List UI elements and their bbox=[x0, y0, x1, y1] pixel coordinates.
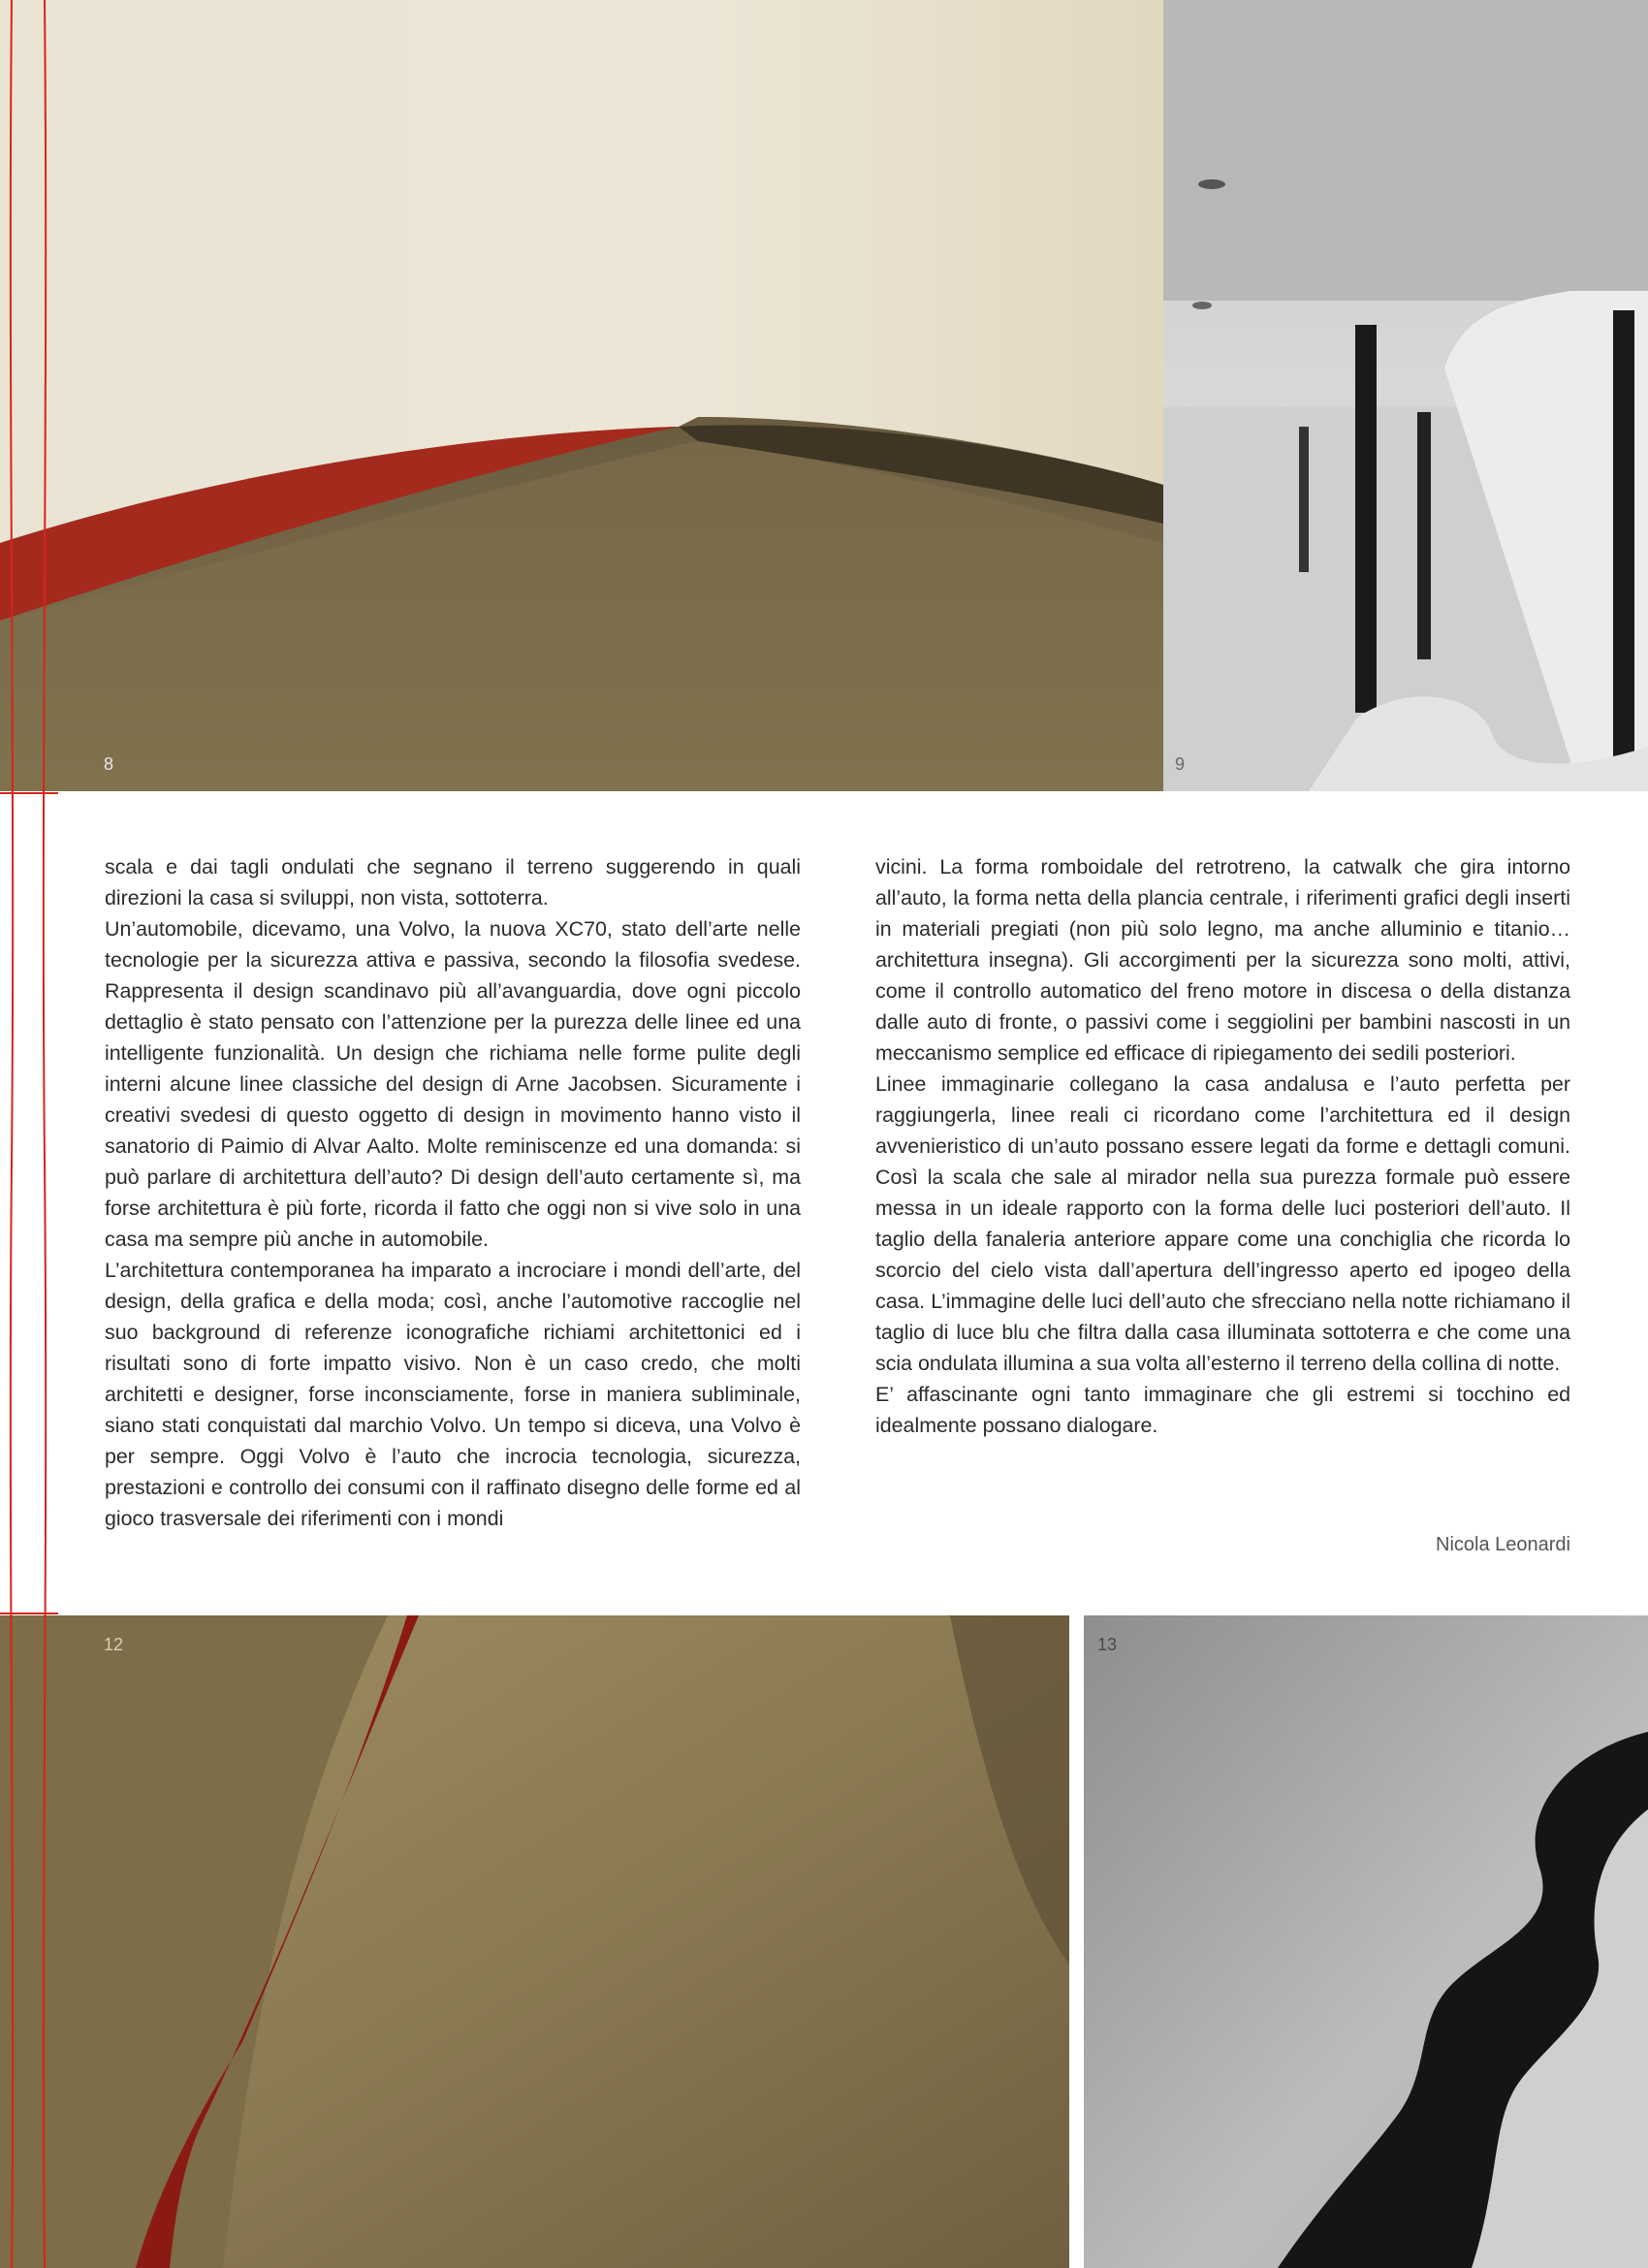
interior-columns-image bbox=[1163, 0, 1648, 791]
figure-13-number: 13 bbox=[1097, 1635, 1118, 1654]
author-signature: Nicola Leonardi bbox=[1436, 1534, 1570, 1555]
article-right-column bbox=[875, 851, 1570, 1441]
figure-13-wavy-wall-photo bbox=[1084, 1615, 1648, 2268]
figure-9-interior-photo bbox=[1163, 0, 1648, 791]
article-body bbox=[0, 791, 1648, 1615]
right-paragraph-1: vicini. La forma romboidale del retrotreno, la catwalk che gira intorno all’auto, la forma netta della plancia centrale, i riferimenti grafici degli inserti in materiali pregiati (non più solo legno, ma anche alluminio e titanio… architettura insegna). Gli accorgimenti per la sicurezza sono molti, attivi, come il controllo automatico del freno motore in discesa o della distanza dalle auto di fronte, o passivi come i seggiolini per bambini nascosti in un meccanismo semplice ed efficace di ripiegamento dei sedili posteriori. bbox=[875, 855, 1570, 1065]
left-paragraph-3: L’architettura contemporanea ha imparato a incrociare i mondi dell’arte, del design, della grafica e della moda; così, anche l’automotive raccoglie nel suo background di referenze iconografiche richiami architettonici ed i risultati sono di forte impatto visivo. Non è un caso credo, che molti architetti e designer, forse inconsciamente, forse in maniera subliminale, siano stati conquistati dal marchio Volvo. Un tempo si diceva, una Volvo è per sempre. Oggi Volvo è l’auto che incrocia tecnologia, sicurezza, prestazioni e controllo dei consumi con il raffinato disegno delle forme ed al gioco trasversale dei riferimenti con i mondi bbox=[105, 1259, 801, 1530]
figure-12-car-detail-photo bbox=[0, 1615, 1069, 2268]
figure-8-car-roof-photo bbox=[0, 0, 1163, 791]
right-paragraph-2: Linee immaginarie collegano la casa andalusa e l’auto perfetta per raggiungerla, linee reali ci ricordano come l’architettura ed il design avvenieristico di un’auto possano essere legati da forme e dettagli comuni. Così la scala che sale al mirador nella sua purezza formale può essere messa in un ideale rapporto con la forma delle luci posteriori dell’auto. Il taglio della fanaleria anteriore appare come una conchiglia che ricorda lo scorcio del cielo vista dall’apertura dell’ingresso aperto ed ipogeo della casa. L’immagine delle luci dell’auto che sfrecciano nella notte richiamano il taglio di luce blu che filtra dalla casa illuminata sottoterra e che come una scia ondulata illumina a sua volta all’esterno il terreno della collina di notte. bbox=[875, 1072, 1570, 1375]
car-detail-image bbox=[0, 1615, 1069, 2268]
figure-12-number: 12 bbox=[104, 1635, 124, 1654]
car-roof-image bbox=[0, 0, 1163, 791]
figure-9-number: 9 bbox=[1175, 754, 1186, 774]
article-left-column bbox=[105, 851, 801, 1534]
figure-8-number: 8 bbox=[104, 754, 114, 774]
right-paragraph-3: E’ affascinante ogni tanto immaginare che gli estremi si tocchino ed idealmente possano dialogare. bbox=[875, 1383, 1570, 1437]
left-paragraph-2: Un’automobile, dicevamo, una Volvo, la nuova XC70, stato dell’arte nelle tecnologie per la sicurezza attiva e passiva, secondo la filosofia svedese. Rappresenta il design scandinavo più all’avanguardia, dove ogni piccolo dettaglio è stato pensato con l’attenzione per la purezza delle linee ed una intelligente funzionalità. Un design che richiama nelle forme pulite degli interni alcune linee classiche del design di Arne Jacobsen. Sicuramente i creativi svedesi di questo oggetto di design in movimento hanno visto il sanatorio di Paimio di Alvar Aalto. Molte reminiscenze ed una domanda: si può parlare di architettura dell’auto? Di design dell’auto certamente sì, ma forse architettura è più forte, ricorda il fatto che oggi non si vive solo in una casa ma sempre più anche in automobile. bbox=[105, 917, 801, 1251]
left-paragraph-1: scala e dai tagli ondulati che segnano il terreno suggerendo in quali direzioni la casa si sviluppi, non vista, sottoterra. bbox=[105, 855, 801, 910]
wavy-wall-image bbox=[1084, 1615, 1648, 2268]
